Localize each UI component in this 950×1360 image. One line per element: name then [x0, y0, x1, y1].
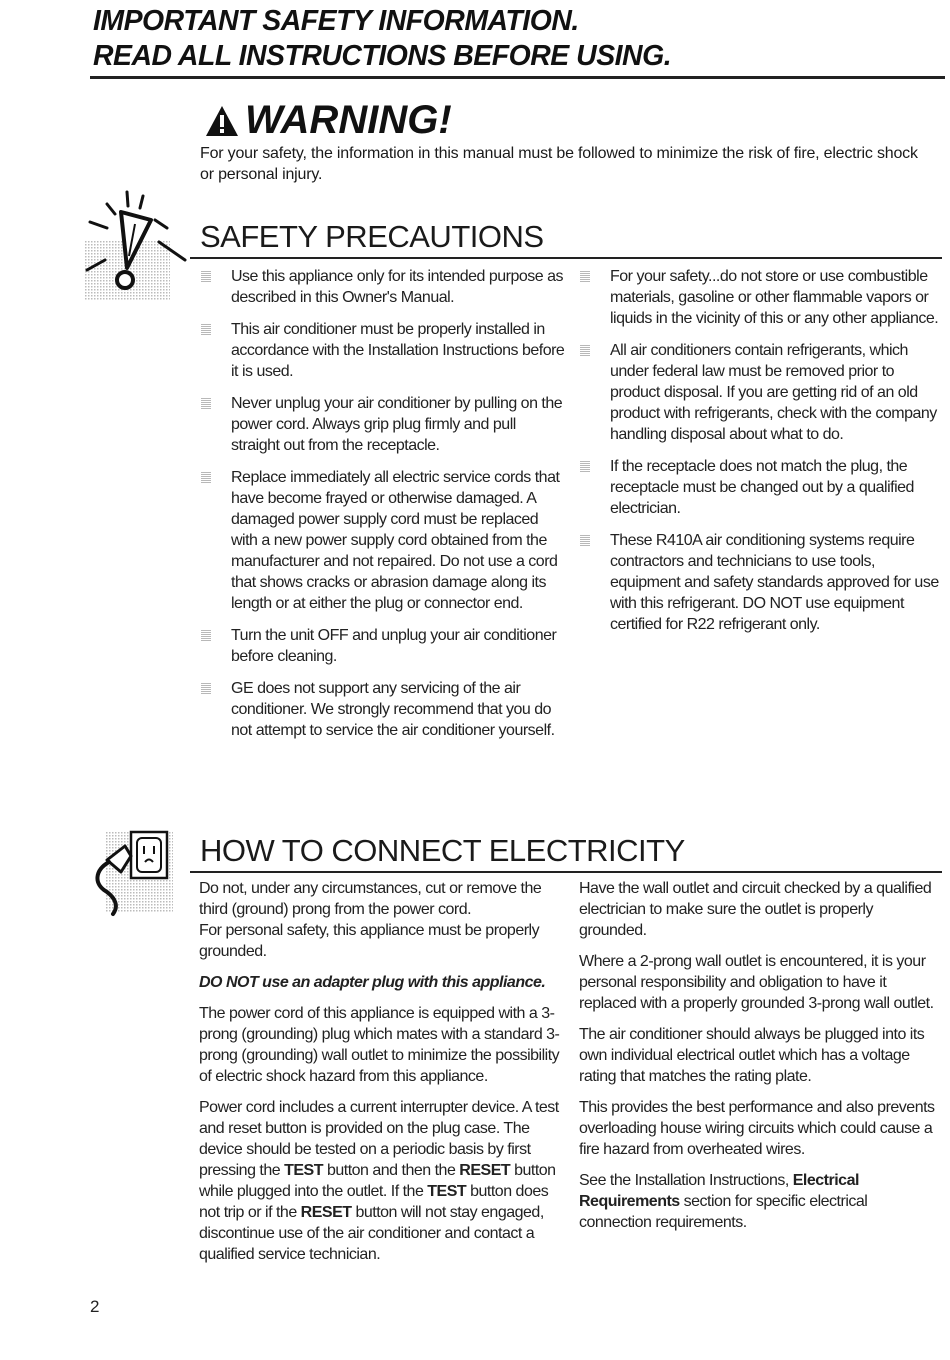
bullet-icon [580, 460, 590, 472]
two-prong-paragraph: Where a 2-prong wall outlet is encountered, it is your personal responsibility and obligation to have it replaced with a properly grounded 3-prong wall outlet. [579, 953, 934, 1012]
warning-heading [205, 98, 452, 143]
safety-item: All air conditioners contain refrigerants, which under federal law must be removed prior to product disposal. If you are getting rid of an old product with refrigerants, check with the company handling disposal about what to do. [577, 340, 939, 445]
safety-item: Never unplug your air conditioner by pulling on the power cord. Always grip plug firmly and pull straight out from the receptacle. [198, 393, 568, 456]
installation-reference-paragraph: See the Installation Instructions, Electrical Requirements section for specific electrical connection requirements. [579, 1172, 868, 1231]
safety-item: GE does not support any servicing of the air conditioner. We strongly recommend that you do not attempt to service the air conditioner yourself. [198, 678, 568, 741]
safety-item: For your safety...do not store or use combustible materials, gasoline or other flammable vapors or liquids in the vicinity of this or any other appliance. [577, 266, 939, 329]
safety-item: These R410A air conditioning systems require contractors and technicians to use tools, equipment and safety standards approved for use with this refrigerant. DO NOT use equipment certified for R22 refrigerant only. [577, 530, 939, 635]
bullet-icon [201, 629, 211, 641]
bullet-icon [580, 270, 590, 282]
safety-item: Use this appliance only for its intended purpose as described in this Owner's Manual. [198, 266, 568, 308]
exclamation-burst-icon [85, 190, 190, 300]
connect-electricity-title: HOW TO CONNECT ELECTRICITY [200, 833, 685, 868]
warning-title: WARNING! [245, 98, 452, 142]
safety-right-column [577, 266, 939, 646]
power-cord-paragraph: The power cord of this appliance is equipped with a 3-prong (grounding) plug which mates with a standard 3-prong (grounding) wall outlet to minimize the possibility of electric shock hazard from this appliance. [199, 1005, 560, 1085]
ground-prong-warning: Do not, under any circumstances, cut or remove the third (ground) prong from the power cord. [199, 880, 542, 918]
safety-item: Replace immediately all electric service cords that have become frayed or otherwise damaged. A damaged power supply cord must be replaced with a new power supply cord obtained from the manufacturer and not repaired. Do not use a cord that shows cracks or abrasion damage along its length or at either the plug or connector end. [198, 467, 568, 614]
header-line-2: READ ALL INSTRUCTIONS BEFORE USING. [93, 40, 672, 72]
bullet-icon [201, 471, 211, 483]
outlet-check-paragraph: Have the wall outlet and circuit checked by a qualified electrician to make sure the outlet is properly grounded. [579, 880, 932, 939]
electricity-rule [190, 871, 942, 873]
bullet-icon [580, 344, 590, 356]
safety-precautions-title: SAFETY PRECAUTIONS [200, 219, 544, 254]
bullet-icon [201, 270, 211, 282]
safety-item: If the receptacle does not match the plug, the receptacle must be changed out by a qualified electrician. [577, 456, 939, 519]
plug-outlet-icon [85, 826, 195, 918]
interrupter-paragraph: Power cord includes a current interrupter device. A test and reset button is provided on the plug case. The device should be tested on a periodic basis by first pressing the TEST button and then the RESET button while plugged into the outlet. If the TEST button does not trip or if the RESET button will not stay engaged, discontinue use of the air conditioner and contact a qualified service technician. [199, 1099, 559, 1263]
header-rule [90, 76, 945, 79]
safety-item: This air conditioner must be properly installed in accordance with the Installation Instructions before it is used. [198, 319, 568, 382]
safety-left-column [198, 266, 568, 752]
individual-outlet-paragraph: The air conditioner should always be plugged into its own individual electrical outlet which has a voltage rating that matches the rating plate. [579, 1026, 925, 1085]
safety-item: Turn the unit OFF and unplug your air conditioner before cleaning. [198, 625, 568, 667]
bullet-icon [201, 682, 211, 694]
bullet-icon [201, 397, 211, 409]
bullet-icon [201, 323, 211, 335]
header-line-1: IMPORTANT SAFETY INFORMATION. [93, 5, 579, 37]
electricity-left-column [199, 878, 564, 1275]
performance-paragraph: This provides the best performance and also prevents overloading house wiring circuits which could cause a fire hazard from overheated wires. [579, 1099, 935, 1158]
warning-triangle-icon [205, 105, 239, 137]
grounding-statement: For personal safety, this appliance must be properly grounded. [199, 922, 540, 960]
page-number: 2 [90, 1297, 100, 1316]
electricity-right-column [579, 878, 941, 1243]
adapter-warning: DO NOT use an adapter plug with this appliance. [199, 974, 546, 991]
safety-rule [190, 257, 942, 259]
bullet-icon [580, 534, 590, 546]
warning-text: For your safety, the information in this manual must be followed to minimize the risk of fire, electric shock or personal injury. [200, 145, 918, 183]
